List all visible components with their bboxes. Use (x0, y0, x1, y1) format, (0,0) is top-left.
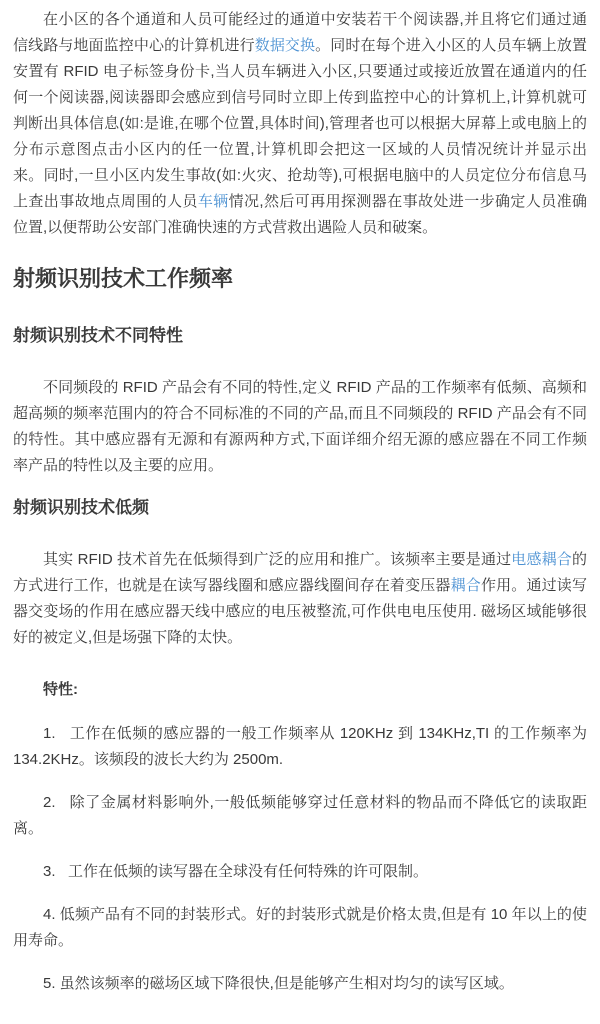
list-item-2: 2. 除了金属材料影响外,一般低频能够穿过任意材料的物品而不降低它的读取距离。 (13, 794, 587, 837)
section-heading-working-frequency: 射频识别技术工作频率 (13, 266, 234, 291)
sub-heading-different-characteristics: 射频识别技术不同特性 (13, 326, 183, 345)
sub-heading-low-frequency: 射频识别技术低频 (13, 498, 149, 517)
list-item-1: 1. 工作在低频的感应器的一般工作频率从 120KHz 到 134KHz,TI 的工作频率为 134.2KHz。该频段的波长大约为 2500m. (13, 725, 592, 768)
inline-link[interactable]: 数据交换 (254, 37, 316, 54)
paragraph-low-frequency (13, 547, 587, 651)
inline-link[interactable]: 电感耦合 (511, 551, 572, 568)
inline-link[interactable]: 耦合 (450, 577, 481, 594)
list-item-4: 4. 低频产品有不同的封装形式。好的封装形式就是价格太贵,但是有 10 年以上的使用寿命。 (13, 906, 587, 949)
text-segment: 。同时在每个进入小区的人员车辆上放置安置有 RFID 电子标签身份卡,当人员车辆进入小区,只要通过或接近放置在通道内的任何一个阅读器,阅读器即会感应到信号同时立即上传到监控中心的计算机上,计算机就可判断出具体信息(如:是谁,在哪个位置,具体时间),管理者也可以根据大屏幕上或电脑上的分布示意图点击小区内的任一位置,计算机即会把这一区域的人员情况统计并显示出来。同时,一旦小区内发生事故(如:火灾、抢劫等),可根据电脑中的人员定位分布信息马上查出事故地点周围的人员 (13, 37, 587, 210)
text-segment: 作用。通过读写器交变场的作用在感应器天线中感应的电压被整流,可作供电电压使用. 磁场区域能够很好的被定义,但是场强下降的太快。 (13, 577, 587, 646)
text-segment: 其实 RFID 技术首先在低频得到广泛的应用和推广。该频率主要是通过 (43, 551, 512, 568)
list-item-3: 3. 工作在低频的读写器在全球没有任何特殊的许可限制。 (43, 863, 429, 880)
paragraph-frequency-bands: 不同频段的 RFID 产品会有不同的特性,定义 RFID 产品的工作频率有低频、高频和超高频的频率范围内的符合不同标准的不同的产品,而且不同频段的 RFID 产品会有不同的特性。其中感应器有无源和有源两种方式,下面详细介绍无源的感应器在不同工作频率产品的特性以及主要的应用。 (13, 379, 587, 474)
text-segment: 情况,然后可再用探测器在事故处进一步确定人员准确位置,以便帮助公安部门准确快速的方式营救出遇险人员和破案。 (13, 193, 587, 236)
vertical-spacer (13, 669, 587, 677)
list-item-5: 5. 虽然该频率的磁场区域下降很快,但是能够产生相对均匀的读写区域。 (43, 975, 514, 992)
text-segment: 在小区的各个通道和人员可能经过的通道中安装若干个阅读器,并且将它们通过通信线路与地面监控中心的计算机进行 (13, 11, 587, 54)
text-segment: 的方式进行工作, 也就是在读写器线圈和感应器线圈间存在着变压器 (13, 551, 587, 594)
paragraph-intro (13, 7, 587, 241)
features-label: 特性: (43, 681, 78, 698)
inline-link[interactable]: 车辆 (197, 193, 229, 210)
